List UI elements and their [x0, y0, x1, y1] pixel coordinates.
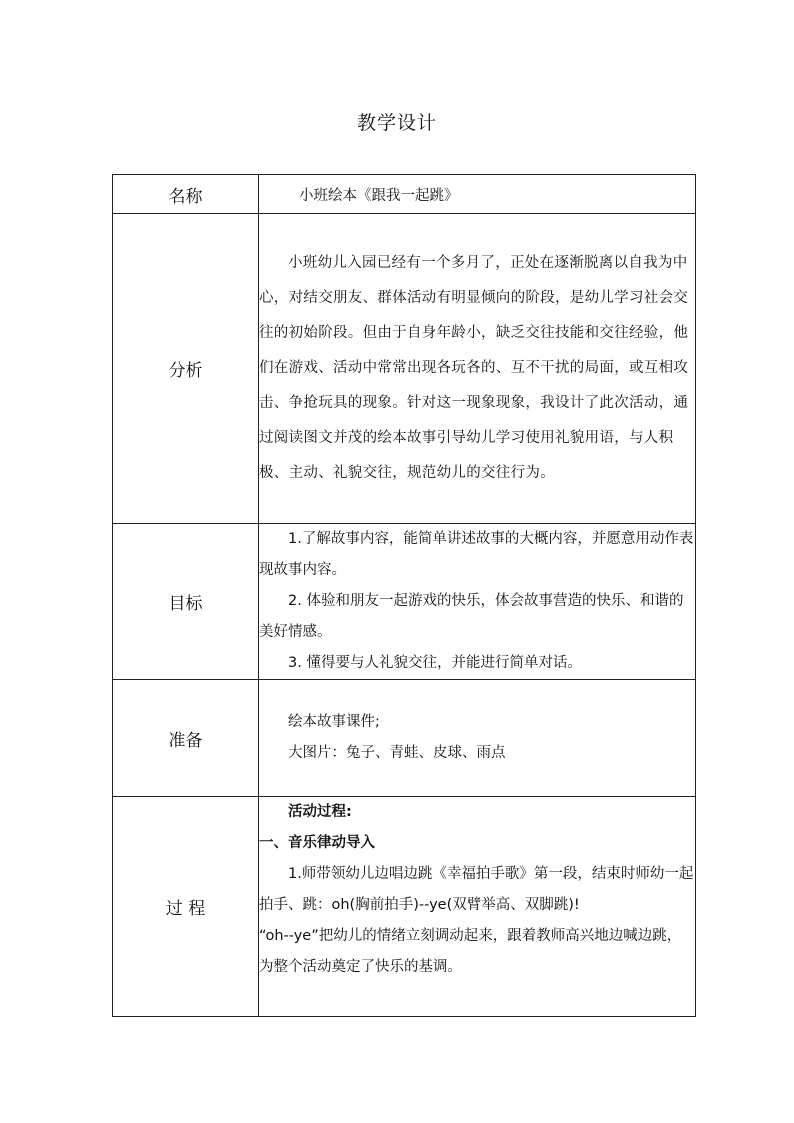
- process-note: “oh--ye”把幼儿的情绪立刻调动起来，跟着教师高兴地边喊边跳，为整个活动奠定了快乐的基调。: [259, 928, 682, 975]
- table-row-name: [113, 175, 696, 214]
- lesson-name: 小班绘本《跟我一起跳》: [299, 187, 459, 204]
- goal-item-3: 3. 懂得要与人礼貌交往，并能进行简单对话。: [288, 655, 582, 671]
- goal-item-2: 2. 体验和朋友一起游戏的快乐，体会故事营造的快乐、和谐的美好情感。: [259, 593, 684, 640]
- table-row-process: [113, 797, 696, 1017]
- goals-cell: [259, 524, 696, 680]
- row-label-name: 名称: [113, 175, 259, 214]
- process-step-1: 1.师带领幼儿边唱边跳《幸福拍手歌》第一段，结束时师幼一起拍手、跳：oh(胸前拍手)--ye(双臂举高、双脚跳)!: [259, 866, 694, 913]
- process-heading: 活动过程:: [288, 804, 352, 820]
- prep-cell: [259, 680, 696, 797]
- row-label-goals: 目标: [113, 524, 259, 680]
- lesson-plan-table: [112, 174, 696, 1017]
- prep-item-1: 绘本故事课件;: [288, 714, 380, 730]
- row-label-prep: 准备: [113, 680, 259, 797]
- row-label-process: 过 程: [113, 797, 259, 1017]
- table-row-prep: [113, 680, 696, 797]
- table-row-analysis: [113, 214, 696, 524]
- document-title: 教学设计: [356, 112, 437, 134]
- process-section-1: 一、音乐律动导入: [259, 835, 375, 851]
- row-label-analysis: 分析: [113, 214, 259, 524]
- prep-item-2: 大图片：兔子、青蛙、皮球、雨点: [288, 745, 506, 761]
- table-row-goals: [113, 524, 696, 680]
- goal-item-1: 1.了解故事内容，能简单讲述故事的大概内容，并愿意用动作表现故事内容。: [259, 531, 694, 578]
- analysis-text: 小班幼儿入园已经有一个多月了，正处在逐渐脱离以自我为中心，对结交朋友、群体活动有明显倾向的阶段，是幼儿学习社会交往的初始阶段。但由于自身年龄小，缺乏交往技能和交往经验，他们在游戏、活动中常常出现各玩各的、互不干扰的局面，或互相攻击、争抢玩具的现象。针对这一现象现象，我设计了此次活动，通过阅读图文并茂的绘本故事引导幼儿学习使用礼貌用语，与人积极、主动、礼貌交往，规范幼儿的交往行为。: [259, 255, 689, 481]
- process-cell: [259, 797, 696, 1017]
- analysis-cell: [259, 214, 696, 524]
- lesson-name-cell: [259, 175, 696, 214]
